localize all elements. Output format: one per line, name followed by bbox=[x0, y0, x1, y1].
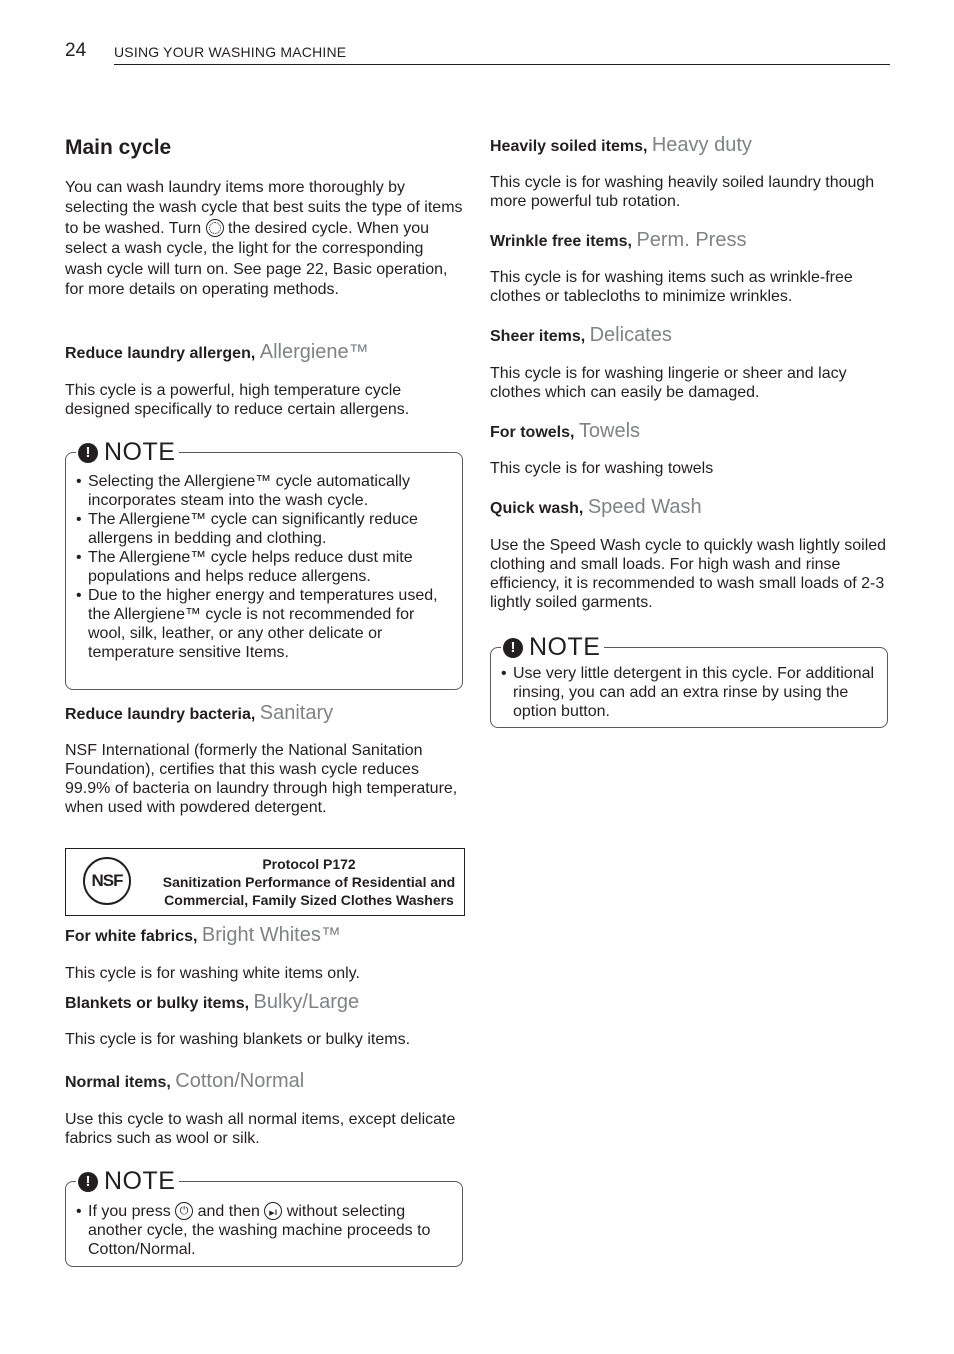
note-list bbox=[74, 472, 454, 662]
note-allergiene bbox=[65, 438, 463, 690]
note-label: NOTE bbox=[104, 1167, 176, 1195]
section-title: USING YOUR WASHING MACHINE bbox=[114, 44, 347, 60]
page-number: 24 bbox=[65, 40, 87, 61]
list-item: • Due to the higher energy and temperatures used, the Allergiene™ cycle is not recommended for wool, silk, leather, or any other delicate or temperature sensitive Items. bbox=[74, 586, 454, 662]
note-header bbox=[501, 633, 604, 662]
nsf-logo: NSF bbox=[83, 857, 131, 905]
exclamation-icon: ! bbox=[503, 638, 523, 658]
note-label: NOTE bbox=[529, 633, 601, 661]
delicates-heading: Sheer items, Delicates bbox=[490, 324, 672, 346]
bulky-heading: Blankets or bulky items, Bulky/Large bbox=[65, 991, 360, 1013]
nsf-certification-box bbox=[65, 848, 465, 916]
cotton-normal-heading: Normal items, Cotton/Normal bbox=[65, 1070, 305, 1092]
speed-wash-text: Use the Speed Wash cycle to quickly wash lightly soiled clothing and small loads. For high wash and rinse efficiency, it is recommended to wash small loads of 2-3 lightly soiled garments. bbox=[490, 537, 887, 611]
heavy-duty-heading: Heavily soiled items, Heavy duty bbox=[490, 134, 752, 156]
speed-wash-heading: Quick wash, Speed Wash bbox=[490, 496, 702, 518]
main-cycle-intro: You can wash laundry items more thoroughly by selecting the wash cycle that best suits the type of items to be washed. Turn the desired cycle. When you select a wash cycle, the light for the corresponding wash cycle will turn on. See page 22, Basic operation, for more details on operating methods. bbox=[65, 179, 463, 299]
cotton-normal-text: Use this cycle to wash all normal items, except delicate fabrics such as wool or silk. bbox=[65, 1111, 456, 1147]
delicates-text: This cycle is for washing lingerie or sheer and lacy clothes which can easily be damaged. bbox=[490, 365, 847, 401]
note-cotton-normal bbox=[65, 1167, 463, 1267]
towels-heading: For towels, Towels bbox=[490, 420, 641, 442]
perm-press-text: This cycle is for washing items such as wrinkle-free clothes or tablecloths to minimize wrinkles. bbox=[490, 269, 853, 305]
sanitary-text: NSF International (formerly the National Sanitation Foundation), certifies that this wash cycle reduces 99.9% of bacteria on laundry through high temperature, when used with powdered detergent. bbox=[65, 742, 458, 816]
note-label: NOTE bbox=[104, 438, 176, 466]
note-header bbox=[76, 1167, 179, 1196]
exclamation-icon: ! bbox=[78, 443, 98, 463]
list-item: • The Allergiene™ cycle helps reduce dust mite populations and helps reduce allergens. bbox=[74, 548, 454, 586]
list-item: • If you press ⏻ and then ▶‖ without selecting another cycle, the washing machine proceeds to Cotton/Normal. bbox=[74, 1202, 454, 1259]
allergiene-text: This cycle is a powerful, high temperature cycle designed specifically to reduce certain allergens. bbox=[65, 382, 410, 418]
list-item: • The Allergiene™ cycle can significantly reduce allergens in bedding and clothing. bbox=[74, 510, 454, 548]
header-rule bbox=[114, 64, 890, 65]
bright-whites-text: This cycle is for washing white items only. bbox=[65, 965, 360, 982]
bulky-text: This cycle is for washing blankets or bulky items. bbox=[65, 1031, 411, 1048]
exclamation-icon: ! bbox=[78, 1172, 98, 1192]
sanitary-heading: Reduce laundry bacteria, Sanitary bbox=[65, 702, 334, 724]
power-icon bbox=[175, 1202, 193, 1220]
list-item: • Use very little detergent in this cycle. For additional rinsing, you can add an extra rinse by using the option button. bbox=[499, 664, 879, 721]
note-list bbox=[499, 664, 879, 721]
towels-text: This cycle is for washing towels bbox=[490, 460, 714, 477]
start-pause-icon bbox=[264, 1202, 282, 1220]
perm-press-heading: Wrinkle free items, Perm. Press bbox=[490, 229, 747, 251]
bright-whites-heading: For white fabrics, Bright Whites™ bbox=[65, 924, 341, 946]
note-speed-wash bbox=[490, 633, 888, 728]
main-cycle-title: Main cycle bbox=[65, 136, 172, 159]
heavy-duty-text: This cycle is for washing heavily soiled laundry though more powerful tub rotation. bbox=[490, 174, 875, 210]
nsf-text: Protocol P172 Sanitization Performance of Residential and Commercial, Family Sized Clothes Washers bbox=[162, 856, 456, 908]
list-item: • Selecting the Allergiene™ cycle automatically incorporates steam into the wash cycle. bbox=[74, 472, 454, 510]
cycle-dial-icon bbox=[206, 219, 224, 237]
note-header bbox=[76, 438, 179, 467]
allergiene-heading: Reduce laundry allergen, Allergiene™ bbox=[65, 341, 369, 363]
note-list bbox=[74, 1202, 454, 1259]
